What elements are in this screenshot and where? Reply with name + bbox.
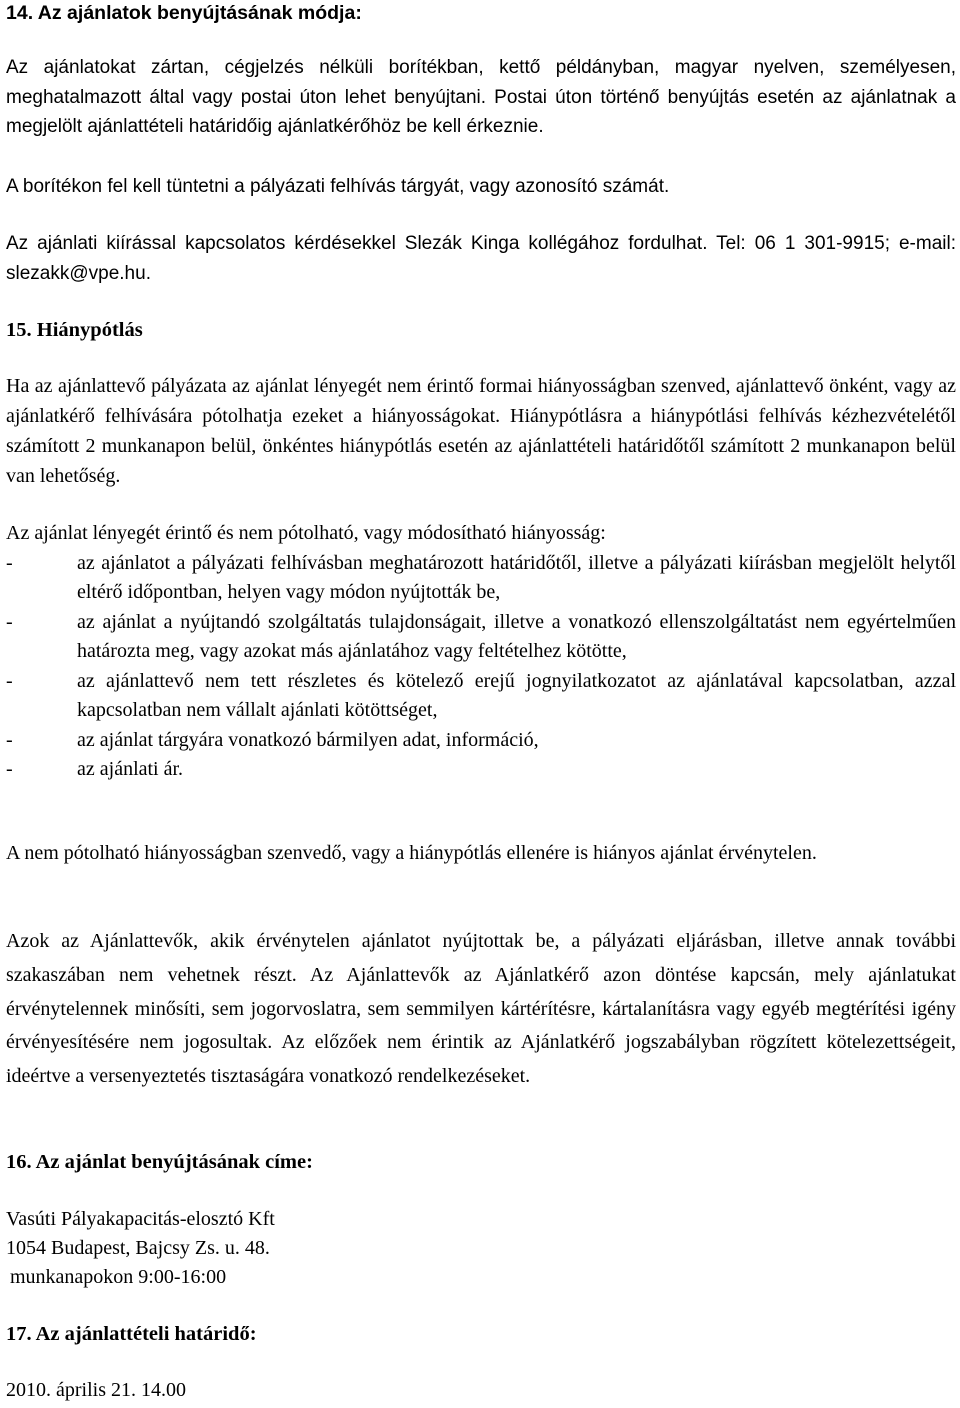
- list-item-text: az ajánlattevő nem tett részletes és kötelező erejű jognyilatkozatot az ajánlatával kapcsolatban, azzal kapcsolatban nem vállalt ajánlati kötöttséget,: [77, 669, 956, 721]
- list-item: [6, 755, 956, 785]
- address-company: Vasúti Pályakapacitás-elosztó Kft: [6, 1208, 275, 1230]
- list-item-text: az ajánlat tárgyára vonatkozó bármilyen adat, információ,: [77, 728, 539, 751]
- section-15-heading: 15. Hiánypótlás: [6, 319, 143, 341]
- section-16-heading: 16. Az ajánlat benyújtásának címe:: [6, 1151, 313, 1173]
- list-item-text: az ajánlatot a pályázati felhívásban meghatározott határidőtől, illetve a pályázati kiírásban megjelölt helytől eltérő időpontban, helyen vagy módon nyújtották be,: [77, 551, 956, 603]
- section-15-paragraph-1: Ha az ajánlattevő pályázata az ajánlat lényegét nem érintő formai hiányosságban szenved, ajánlattevő önként, vagy az ajánlatkérő felhívására pótolhatja ezeket a hiányosságokat. Hiánypótlásra a hiánypótlási felhívás kézhezvételétől számított 2 munkanapon belül, önkéntes hiánypótlás esetén az ajánlattételi határidőtől számított 2 munkanapon belül van lehetőség.: [6, 375, 956, 487]
- list-dash: -: [6, 758, 13, 780]
- section-14-contact-paragraph: Az ajánlati kiírással kapcsolatos kérdésekkel Slezák Kinga kollégához fordulhat. Tel: 06 1 301-9915; e-mail: slezakk@vpe.hu.: [6, 233, 956, 284]
- section-14-paragraph-2: A borítékon fel kell tüntetni a pályázati felhívás tárgyát, vagy azonosító számát.: [6, 176, 670, 197]
- list-dash: -: [6, 551, 13, 574]
- section-15-paragraph-3: Azok az Ajánlattevők, akik érvénytelen ajánlatot nyújtottak be, a pályázati eljárásban, illetve annak további szakaszában nem vehetnek részt. Az Ajánlattevők az Ajánlatkérő azon döntése kapcsán, mely ajánlatukat érvénytelennek minősíti, sem jogorvoslatra, sem semmilyen kártérítésre, kártalanításra vagy egyéb megtérítési igény érvényesítésére nem jogosultak. Az előzőek nem érintik az Ajánlatkérő jogszabályban rögzített kötelezettségeit, ideértve a versenyeztetés tisztaságára vonatkozó rendelkezéseket.: [6, 930, 956, 1088]
- section-15-paragraph-2: A nem pótolható hiányosságban szenvedő, vagy a hiánypótlás ellenére is hiányos ajánlat érvénytelen.: [6, 842, 817, 864]
- list-item: [6, 608, 956, 667]
- section-14-paragraph-1: Az ajánlatokat zártan, cégjelzés nélküli borítékban, kettő példányban, magyar nyelven, személyesen, meghatalmazott által vagy postai úton lehet benyújtani. Postai úton történő benyújtás esetén az ajánlatnak a megjelölt ajánlattételi határidőig ajánlatkérőhöz be kell érkeznie.: [6, 57, 956, 137]
- list-item-text: az ajánlati ár.: [77, 758, 184, 780]
- list-dash: -: [6, 610, 13, 633]
- deficiency-list: [6, 549, 956, 785]
- list-dash: -: [6, 669, 13, 692]
- list-item-text: az ajánlat a nyújtandó szolgáltatás tulajdonságait, illetve a vonatkozó ellenszolgáltatást nem egyértelműen határozta meg, vagy azokat más ajánlatához vagy feltételhez kötötte,: [77, 610, 956, 662]
- address-hours: munkanapokon 9:00-16:00: [10, 1266, 227, 1288]
- list-item: [6, 667, 956, 726]
- list-intro: Az ajánlat lényegét érintő és nem pótolható, vagy módosítható hiányosság:: [6, 522, 606, 544]
- section-14-heading: 14. Az ajánlatok benyújtásának módja:: [6, 2, 362, 24]
- address-street: 1054 Budapest, Bajcsy Zs. u. 48.: [6, 1237, 270, 1259]
- submission-deadline: 2010. április 21. 14.00: [6, 1379, 186, 1401]
- section-15-list-block: [6, 519, 956, 785]
- list-item: [6, 726, 956, 756]
- section-17-heading: 17. Az ajánlattételi határidő:: [6, 1323, 257, 1345]
- list-dash: -: [6, 728, 13, 751]
- list-item: [6, 549, 956, 608]
- submission-address: [6, 1205, 275, 1292]
